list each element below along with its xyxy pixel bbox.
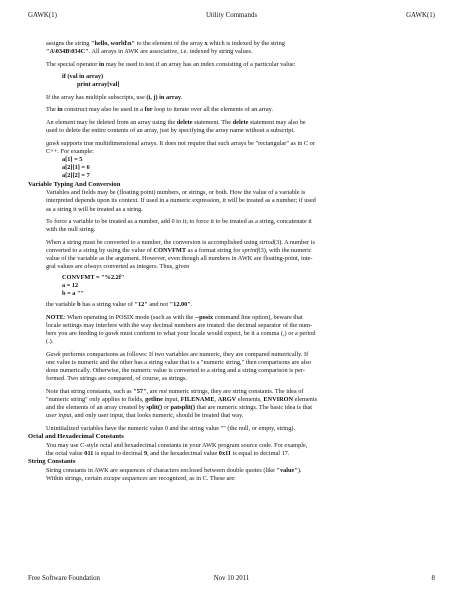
paragraph: Gawk performs comparisons as follows: If two variables are numeric, they are compared numerically. If bbox=[46, 350, 309, 358]
paragraph-line: as a string it will be treated as a string. bbox=[46, 205, 143, 213]
code-line: CONVFMT = "%2.2f" bbox=[62, 274, 125, 282]
footer-left: Free Software Foundation bbox=[28, 575, 100, 582]
paragraph-line: done numerically. Otherwise, the numeric value is converted to a string and a string comparison is per- bbox=[46, 367, 305, 375]
paragraph: Note that string constants, such as "57", are not numeric strings, they are string constants. The idea of bbox=[46, 387, 304, 395]
paragraph: The special operator in may be used to test if an array has an index consisting of a particular value: bbox=[46, 60, 296, 68]
paragraph-line: one value is numeric and the other has a string value that is a "numeric string," then comparisons are also bbox=[46, 358, 311, 366]
paragraph-line: and the elements of an array created by split() or patsplit() that are numeric strings. The basic idea is that bbox=[46, 404, 313, 412]
paragraph-line: formed. Two strings are compared, of course, as strings. bbox=[46, 375, 188, 383]
header-right: GAWK(1) bbox=[406, 12, 435, 19]
paragraph-line: "numeric string" only applies to fields, getline input, FILENAME, ARGV elements, ENVIRON elements bbox=[46, 395, 318, 403]
paragraph-line: with the null string. bbox=[46, 226, 96, 234]
paragraph: You may use C-style octal and hexadecimal constants in your AWK program source code. For example, bbox=[46, 441, 308, 449]
paragraph: Variables and fields may be (floating point) numbers, or strings, or both. How the value of a variable is bbox=[46, 189, 306, 197]
code-line: b = a "" bbox=[62, 290, 84, 298]
paragraph-line: (.). bbox=[46, 338, 54, 346]
paragraph-line: "A\034B\034C". All arrays in AWK are associative, i.e. indexed by string values. bbox=[46, 48, 253, 56]
footer-center: Nov 10 2011 bbox=[213, 575, 250, 582]
paragraph-line: user input, and only user input, that looks numeric, should be treated that way. bbox=[46, 412, 244, 420]
paragraph: If the array has multiple subscripts, use (i, j) in array. bbox=[46, 93, 183, 101]
paragraph: The in construct may also be used in a for loop to iterate over all the elements of an array. bbox=[46, 106, 273, 114]
page-footer bbox=[28, 574, 435, 583]
code-line: if (val in array) bbox=[62, 73, 104, 81]
paragraph: the variable b has a string value of "12" and not "12.00". bbox=[46, 301, 193, 309]
paragraph-line: used to delete the entire contents of an array, just by specifying the array name without a subscript. bbox=[46, 127, 295, 135]
code-line: a[1] = 5 bbox=[62, 156, 83, 164]
paragraph-line: locale settings may interfere with the way decimal numbers are treated: the decimal separator of the num- bbox=[46, 321, 313, 329]
paragraph: gawk supports true multidimensional arrays. It does not require that such arrays be "rectangular" as in C or bbox=[46, 139, 315, 147]
section-heading: Octal and Hexadecimal Constants bbox=[28, 433, 124, 441]
code-line: a = 12 bbox=[62, 282, 79, 290]
paragraph-line: bers you are feeding to gawk must conform to what your locale would expect, be it a comma (,) or a period bbox=[46, 329, 316, 337]
paragraph-line: Within strings, certain escape sequences are recognized, as in C. These are: bbox=[46, 474, 236, 482]
header-left: GAWK(1) bbox=[28, 12, 57, 19]
paragraph-line: converted to a string by using the value of CONVFMT as a format string for sprintf(3), with the numeric bbox=[46, 247, 312, 255]
code-line: a[2][1] = 6 bbox=[62, 164, 90, 172]
paragraph-line: C++. For example: bbox=[46, 147, 94, 155]
paragraph: String constants in AWK are sequences of characters enclosed between double quotes (like "value"). bbox=[46, 466, 302, 474]
paragraph-line: the octal value 011 is equal to decimal 9, and the hexadecimal value 0x11 is equal to decimal 17. bbox=[46, 449, 290, 457]
paragraph: NOTE: When operating in POSIX mode (such as with the --posix command line option), beware that bbox=[46, 313, 303, 321]
page-body bbox=[28, 40, 440, 568]
paragraph: assigns the string "hello, world\n" to the element of the array x which is indexed by the string bbox=[46, 40, 285, 47]
paragraph-line: gral values are always converted as integers. Thus, given bbox=[46, 263, 190, 271]
paragraph: Uninitialized variables have the numeric value 0 and the string value "" (the null, or empty, string). bbox=[46, 424, 296, 432]
header-center: Utility Commands bbox=[205, 12, 258, 19]
footer-right: 8 bbox=[431, 575, 435, 582]
paragraph: When a string must be converted to a number, the conversion is accomplished using strtod(3). A number is bbox=[46, 238, 315, 246]
code-line: a[2][2] = 7 bbox=[62, 172, 90, 180]
section-heading: Variable Typing And Conversion bbox=[28, 180, 121, 188]
section-heading: String Constants bbox=[28, 458, 76, 466]
code-line: print array[val] bbox=[77, 81, 120, 89]
page-header bbox=[28, 11, 435, 20]
paragraph: An element may be deleted from an array using the delete statement. The delete statement may also be bbox=[46, 118, 306, 126]
paragraph-line: value of the variable as the argument. However, even though all numbers in AWK are floating-point, inte- bbox=[46, 255, 313, 263]
paragraph-line: interpreted depends upon its context. If used in a numeric expression, it will be treated as a number; if used bbox=[46, 197, 316, 205]
paragraph: To force a variable to be treated as a number, add 0 to it; to force it to be treated as a string, concatenate it bbox=[46, 218, 312, 226]
